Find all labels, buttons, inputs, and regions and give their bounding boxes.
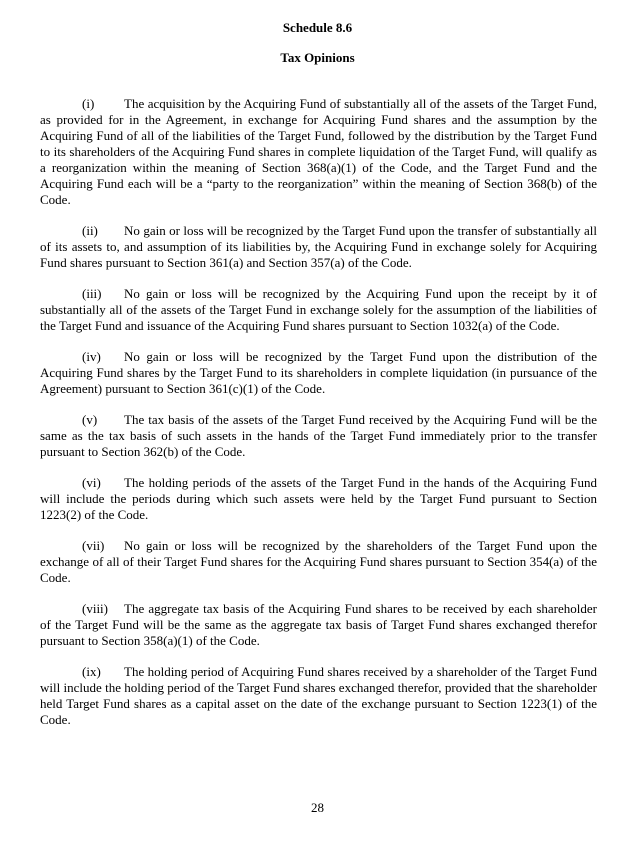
paragraph-i — [40, 96, 597, 208]
paragraph-v — [40, 412, 597, 460]
document-body — [40, 96, 597, 743]
paragraph-vii — [40, 538, 597, 586]
paragraph-text: No gain or loss will be recognized by the Target Fund upon the transfer of substantially all of its assets to, and assumption of its liabilities by, the Acquiring Fund in exchange solely for Acquiring Fund shares pursuant to Section 361(a) and Section 357(a) of the Code. — [40, 223, 597, 270]
paragraph-ii — [40, 223, 597, 271]
paragraph-number: (vii) — [82, 538, 105, 553]
paragraph-number: (i) — [82, 96, 95, 111]
paragraph-iv — [40, 349, 597, 397]
paragraph-vi — [40, 475, 597, 523]
paragraph-number: (v) — [82, 412, 98, 427]
paragraph-text: The tax basis of the assets of the Target Fund received by the Acquiring Fund will be the same as the tax basis of such assets in the hands of the Target Fund immediately prior to the transfer pursuant to Section 362(b) of the Code. — [40, 412, 597, 459]
paragraph-ix — [40, 664, 597, 728]
paragraph-text: No gain or loss will be recognized by the shareholders of the Target Fund upon the exchange of all of their Target Fund shares for the Acquiring Fund shares pursuant to Section 354(a) of the Code. — [40, 538, 597, 585]
page-number: 28 — [311, 800, 324, 815]
paragraph-text: No gain or loss will be recognized by the Target Fund upon the distribution of the Acquiring Fund shares by the Target Fund to its shareholders in complete liquidation (in pursuance of the Agreement) pursuant to Section 361(c)(1) of the Code. — [40, 349, 597, 396]
schedule-title: Schedule 8.6 — [282, 20, 353, 35]
paragraph-number: (iv) — [82, 349, 101, 364]
paragraph-number: (viii) — [82, 601, 108, 616]
paragraph-viii — [40, 601, 597, 649]
paragraph-text: The aggregate tax basis of the Acquiring Fund shares to be received by each shareholder of the Target Fund will be the same as the aggregate tax basis of Target Fund shares exchanged therefor pursuant to Section 358(a)(1) of the Code. — [40, 601, 597, 648]
paragraph-number: (iii) — [82, 286, 102, 301]
paragraph-number: (vi) — [82, 475, 101, 490]
paragraph-text: The holding periods of the assets of the Target Fund in the hands of the Acquiring Fund will include the periods during which such assets were held by the Target Fund pursuant to Section 1223(2) of the Code. — [40, 475, 597, 522]
paragraph-text: The holding period of Acquiring Fund shares received by a shareholder of the Target Fund will include the holding period of the Target Fund shares exchanged therefor, provided that the shareholder held Target Fund shares as a capital asset on the date of the exchange pursuant to Section 1223(1) of the Code. — [40, 664, 597, 727]
paragraph-number: (ii) — [82, 223, 98, 238]
paragraph-number: (ix) — [82, 664, 101, 679]
paragraph-text: No gain or loss will be recognized by the Acquiring Fund upon the receipt by it of substantially all of the assets of the Target Fund in exchange solely for the assumption of the liabilities of the Target Fund and issuance of the Acquiring Fund shares pursuant to Section 1032(a) of the Code. — [40, 286, 597, 333]
paragraph-iii — [40, 286, 597, 334]
paragraph-text: The acquisition by the Acquiring Fund of substantially all of the assets of the Target Fund, as provided for in the Agreement, in exchange for Acquiring Fund shares and the assumption by the Acquiring Fund of all of the liabilities of the Target Fund, followed by the distribution by the Target Fund to its shareholders of the Acquiring Fund shares in complete liquidation of the Target Fund, will qualify as a reorganization within the meaning of Section 368(a)(1) of the Code, and the Target Fund and the Acquiring Fund each will be a “party to the reorganization” within the meaning of Section 368(b) of the Code. — [40, 96, 597, 207]
section-title: Tax Opinions — [280, 50, 355, 65]
